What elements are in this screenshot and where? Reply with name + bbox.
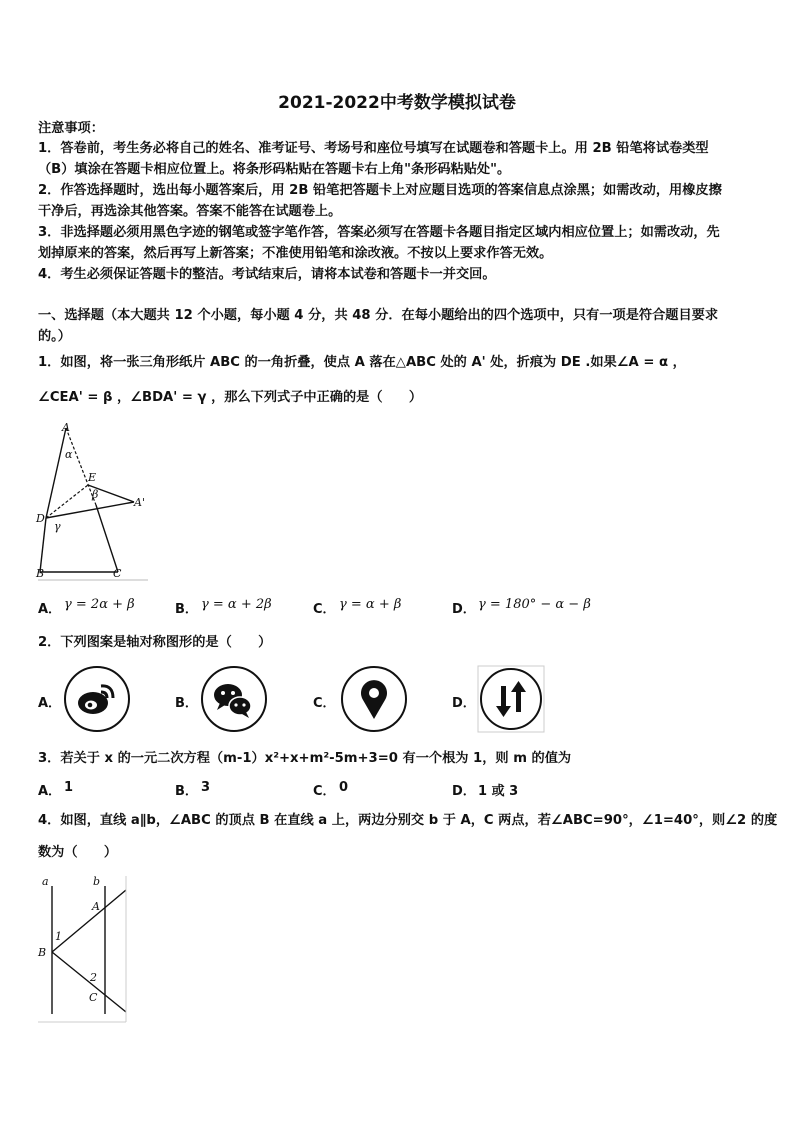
q2-option-b-key[interactable]: B． <box>175 696 198 711</box>
q1-option-c[interactable]: γ = α + β <box>339 597 402 612</box>
notice-line: 2．作答选择题时，选出每小题答案后，用 2B 铅笔把答题卡上对应题目选项的答案信息点涂黑；如需改动，用橡皮擦 <box>38 183 722 198</box>
q4-label: C <box>89 991 98 1004</box>
q1-option-a-key[interactable]: A． <box>38 602 62 617</box>
notice-line: 4．考生必须保证答题卡的整洁。考试结束后，请将本试卷和答题卡一并交回。 <box>38 267 496 282</box>
q4-stem: 4．如图，直线 a∥b，∠ABC 的顶点 B 在直线 a 上，两边分别交 b 于 A，C 两点，若∠ABC=90°，∠1=40°，则∠2 的度 <box>38 813 778 828</box>
q1-option-b-key[interactable]: B． <box>175 602 198 617</box>
q1-option-d-key[interactable]: D． <box>452 602 476 617</box>
q4-stem-cont: 数为（ ） <box>38 845 118 860</box>
q1-option-a[interactable]: γ = 2α + β <box>64 597 135 612</box>
q3-option-d[interactable]: 1 或 3 <box>478 784 519 799</box>
q3-option-c-key[interactable]: C． <box>313 784 336 799</box>
notice-line: 划掉原来的答案，然后再写上新答案；不准使用铅笔和涂改液。不按以上要求作答无效。 <box>38 246 553 261</box>
page-title: 2021-2022中考数学模拟试卷 <box>278 93 516 113</box>
weibo-icon[interactable] <box>63 665 131 733</box>
q3-stem: 3．若关于 x 的一元二次方程（m-1）x²+x+m²-5m+3=0 有一个根为 1，则 m 的值为 <box>38 751 572 766</box>
up-down-arrows-icon[interactable] <box>477 665 545 733</box>
q1-label: E <box>88 471 97 484</box>
notice-line: （B）填涂在答题卡相应位置上。将条形码粘贴在答题卡右上角"条形码粘贴处"。 <box>38 162 511 177</box>
q3-option-b-key[interactable]: B． <box>175 784 198 799</box>
q4-label: A <box>92 900 100 913</box>
notice-line: 干净后，再选涂其他答案。答案不能答在试题卷上。 <box>38 204 342 219</box>
q1-stem: 1．如图，将一张三角形纸片 ABC 的一角折叠，使点 A 落在△ABC 处的 A' 处，折痕为 DE .如果∠A = α ， <box>38 355 686 370</box>
q3-option-d-key[interactable]: D． <box>452 784 476 799</box>
q4-label: a <box>42 875 49 888</box>
q1-stem-cont: ∠CEA' = β ，∠BDA' = γ ，那么下列式子中正确的是（ ） <box>38 390 423 405</box>
q4-figure <box>36 874 131 1024</box>
q2-option-c-key[interactable]: C． <box>313 696 336 711</box>
notice-line: 1．答卷前，考生务必将自己的姓名、准考证号、考场号和座位号填写在试题卷和答题卡上。用 2B 铅笔将试卷类型 <box>38 141 709 156</box>
q4-label: B <box>38 946 47 959</box>
q1-label: β <box>92 488 99 501</box>
notice-line: 3．非选择题必须用黑色字迹的钢笔或签字笔作答，答案必须写在答题卡各题目指定区域内相应位置上；如需改动，先 <box>38 225 720 240</box>
q1-label: A' <box>134 496 145 509</box>
q1-option-d[interactable]: γ = 180° − α − β <box>478 597 591 612</box>
q3-option-a[interactable]: 1 <box>64 780 74 795</box>
q1-option-b[interactable]: γ = α + 2β <box>201 597 272 612</box>
q3-option-b[interactable]: 3 <box>201 780 211 795</box>
q1-figure <box>36 422 151 582</box>
q1-label: C <box>113 567 122 580</box>
q3-option-a-key[interactable]: A． <box>38 784 62 799</box>
q4-label: 1 <box>55 930 62 943</box>
wechat-icon[interactable] <box>200 665 268 733</box>
q4-label: 2 <box>90 971 97 984</box>
q1-option-c-key[interactable]: C． <box>313 602 336 617</box>
q2-stem: 2．下列图案是轴对称图形的是（ ） <box>38 635 272 650</box>
section-heading: 一、选择题（本大题共 12 个小题，每小题 4 分，共 48 分．在每小题给出的四个选项中，只有一项是符合题目要求 <box>38 308 719 323</box>
q1-label: α <box>65 448 73 461</box>
location-pin-icon[interactable] <box>340 665 408 733</box>
q2-option-a-key[interactable]: A． <box>38 696 62 711</box>
notice-heading: 注意事项： <box>38 121 104 136</box>
q3-option-c[interactable]: 0 <box>339 780 349 795</box>
q2-option-d-key[interactable]: D． <box>452 696 476 711</box>
q1-label: A <box>62 421 70 434</box>
q1-label: B <box>36 567 45 580</box>
section-heading-cont: 的。） <box>38 329 71 344</box>
q1-label: γ <box>54 520 61 533</box>
q1-label: D <box>36 512 45 525</box>
q4-label: b <box>93 875 101 888</box>
